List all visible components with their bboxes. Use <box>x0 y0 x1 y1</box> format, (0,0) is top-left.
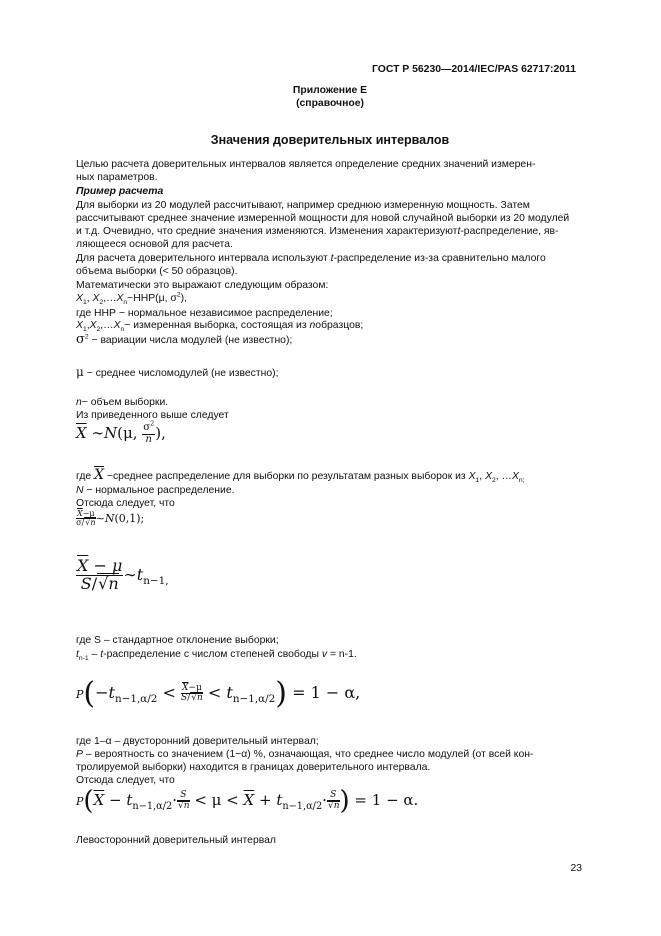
doc-code-header: ГОСТ Р 56230—2014/IEC/PAS 62717:2011 <box>371 64 576 75</box>
n-definition: n− объем выборки. <box>76 397 169 408</box>
n-def-text: − объем выборки. <box>81 397 169 408</box>
follows-text-3: Отсюда следует, что <box>76 775 175 786</box>
section-title: Значения доверительных интервалов <box>210 133 450 147</box>
mu-def-text: − среднее числомодулей (не известно); <box>86 368 279 379</box>
paragraph-1-line-1: Целью расчета доверительных интервалов является определение средних значений измерен- <box>76 159 536 170</box>
follows-text: Из приведенного выше следует <box>76 410 229 421</box>
left-interval-heading: Левосторонний доверительный интервал <box>76 835 276 846</box>
alpha-definition: где 1–α – двусторонний доверительный интервал; <box>76 736 319 747</box>
where-prefix: где <box>76 471 92 482</box>
paragraph-3-line-2: объема выборки (< 50 образцов). <box>76 266 238 277</box>
mu-definition: μ − среднее числомодулей (не известно); <box>76 365 279 379</box>
t-def-mid: -распределение с числом степеней свободы <box>103 649 319 660</box>
t-def-eq: = n-1. <box>329 649 357 660</box>
paragraph-3-line-1: Для расчета доверительного интервала используют t-распределение из-за сравнительно малого <box>76 253 546 264</box>
iid-close: ), <box>180 293 187 304</box>
paragraph-2-line-1: Для выборки из 20 модулей рассчитывают, например среднюю измеренную мощность. Затем <box>76 200 530 211</box>
p2-line3-a: и т.д. Очевидно, что средние значения изменяются. Изменения характеризуют <box>76 226 458 237</box>
formula-t-distribution: $\frac{\overline{X} - \mu}{S/√n}$ $\sim t_{n-1,}$ <box>77 556 169 593</box>
xbar-definition: где $\overline{X}$ −среднее распределение для выборки по результатам разных выборок из $X_1$, $X_2$, $\dots X_{n;}$ <box>76 467 525 485</box>
sample-definition: $X_1,X_2,\dots X_n-$ измеренная выборка, состоящая из nобразцов; <box>76 320 364 334</box>
sigma-definition: $\sigma^2$ − вариации числа модулей (не известно); <box>76 332 293 347</box>
formula-standardized: $\frac{\overline{X}-\mu}{\sigma/√n}$ ∼N(0,1); <box>76 509 145 528</box>
iid-tail: ~ННР(μ, σ <box>127 293 177 304</box>
xbar-def-text: −среднее распределение для выборки по результатам разных выборок из <box>106 471 466 482</box>
s-definition: где S – стандартное отклонение выборки; <box>76 635 279 646</box>
paragraph-1-line-2: ных параметров. <box>76 172 158 183</box>
n-norm-text: − нормальное распределение. <box>86 485 235 496</box>
math-intro: Математически это выражают следующим образом: <box>76 280 329 291</box>
p3-line1-a: Для расчета доверительного интервала используют <box>76 253 331 264</box>
formula-confidence-interval: $P(\overline{X} - t_{n-1,\alpha/2}\cdot$ $\frac{S}{√n}$ < $\mu < \overline{X} + t_{n-1,\alpha/2}\cdot$ $\frac{S}{√n}$ ) = 1 − α. <box>76 786 419 816</box>
paragraph-2-line-4: ляющееся основой для расчета. <box>76 239 233 250</box>
appendix-title: Приложение Е <box>292 85 368 96</box>
p-definition-line-2: тролируемой выборки) находится в границах доверительного интервала. <box>76 762 431 773</box>
paragraph-2-line-3: и т.д. Очевидно, что средние значения изменяются. Изменения характеризуютt-распределение, яв- <box>76 226 559 237</box>
t-definition: $t_{n-1}$ – t-распределение с числом степеней свободы v = n-1. <box>76 649 357 663</box>
example-heading: Пример расчета <box>76 186 164 197</box>
p-definition-line-1: P – вероятность со значением (1−α) %, означающая, что среднее число модулей (от всей кон- <box>76 749 534 760</box>
p3-line1-b: -распределение из-за сравнительно малого <box>333 253 546 264</box>
n-normal-definition: N − нормальное распределение. <box>76 485 235 496</box>
iid-definition: $X_1$, $X_2,\dots X_n\sim ННР(\mu$, $\sigma^2$), <box>76 291 187 307</box>
sigma-def-text: − вариации числа модулей (не известно); <box>91 335 293 346</box>
paragraph-2-line-2: рассчитывают среднее значение измеренной мощности для новой случайной выборки из 20 модулей <box>76 213 570 224</box>
sample-def-tail: образцов; <box>315 320 364 331</box>
formula-probability-t: $P(-t_{n-1,\alpha/2}$ < $\frac{\overline{X}-\mu}{S/√n}$ < $t_{n-1,\alpha/2}) = 1 - \alpha$, <box>76 676 361 711</box>
sample-def-text: − измеренная выборка, состоящая из <box>124 320 310 331</box>
appendix-subtitle: (справочное) <box>296 98 364 109</box>
formula-xbar-normal: $\overline{X}$ ∼N(μ, $\frac{\sigma^2}{n}$ ), <box>76 419 166 445</box>
p-def-line1-text: – вероятность со значением (1−α) %, означающая, что среднее число модулей (от всей кон- <box>85 749 534 760</box>
nnr-definition: где ННР − нормальное независимое распределение; <box>76 308 333 319</box>
p2-line3-b: -распределение, яв- <box>460 226 559 237</box>
page-number: 23 <box>570 863 582 874</box>
follows-text-2: Отсюда следует, что <box>76 498 175 509</box>
